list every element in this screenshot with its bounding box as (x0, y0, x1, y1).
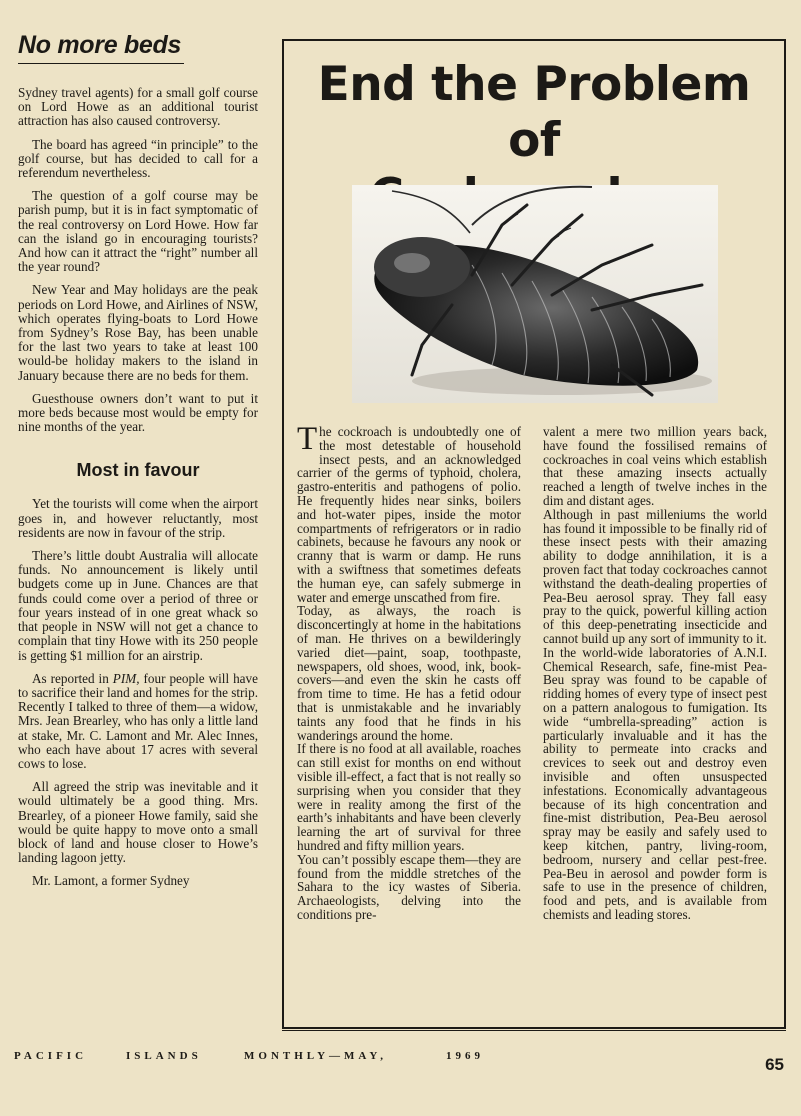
cockroach-photo (352, 185, 718, 403)
article-body-part2 (18, 497, 258, 888)
drop-cap: T (297, 421, 318, 457)
section-heading-most-in-favour: Most in favour (76, 460, 200, 481)
footer-rule (282, 1030, 786, 1031)
ad-paragraph-1-text: he cockroach is undoubtedly one of the most detestable of household insect pests, and an acknowledged carrier of the germs of typhoid, cholera, gastro-enteritis and pathogens of polio. He frequently hides near sinks, boilers and hot-water pipes, inside the motor compartments of refrigerators or in radio cabinets, because he favours any nook or cranny that is warm or damp. He runs with a swiftness that sometimes defeats the human eye, can safely submerge in water and emerge unscathed from fire. (297, 424, 521, 605)
article-paragraph: The board has agreed “in principle” to the golf course, but has decided to call for a referendum nevertheless. (18, 136, 258, 181)
ad-paragraph-2: Today, as always, the roach is disconcertingly at home in the habitations of man. He thrives on a bewilderingly varied diet—paint, soap, toothpaste, newspapers, old shoes, wood, ink, book-covers—and even the skin he casts off from time to time. He has a fetid odour that is unmistakable and he invariably taints any food that he finds in his wanderings around the home. (297, 603, 521, 743)
article-paragraph: Sydney travel agents) for a small golf course on Lord Howe as an additional tourist attraction has also caused controversy. (18, 85, 258, 129)
cockroach-illustration (352, 185, 718, 403)
cockroach-advertisement (282, 39, 786, 1029)
left-column-article (18, 30, 258, 898)
page-footer (0, 1050, 801, 1070)
pim-text-after: four people will have to sacrifice their land and homes for the strip. Recently I talked to three of them—a widow, Mrs. Jean Brearley, who has only a little land at stake, Mr. C. Lamont and Mr. Alec Innes, who each have about 17 acres with several cows to lose. (18, 670, 258, 771)
ad-text-column-2 (543, 425, 767, 922)
article-paragraph: Guesthouse owners don’t want to put it more beds because most would be empty for nine months of the year. (18, 390, 258, 435)
footer-islands: ISLANDS (126, 1050, 202, 1062)
footer-year: 1969 (446, 1050, 484, 1062)
article-paragraph: Mr. Lamont, a former Sydney (32, 873, 190, 889)
section-heading-no-more-beds: No more beds (18, 31, 182, 59)
ad-paragraph-6: Although in past milleniums the world has found it impossible to be finally rid of these insect pests with their amazing ability to dodge annihilation, it is a proven fact that today cockroaches cannot withstand the death-dealing properties of Pea-Beu aerosol spray. They fall easy pray to the quick, powerful killing action of this deep-penetrating insecticide and cannot build up any sort of immunity to it. (543, 506, 767, 646)
pim-text-before: As reported in (32, 670, 113, 686)
ad-paragraph-3: If there is no food at all available, roaches can still exist for months on end without visible ill-effect, a fact that is not really so surprising when you consider that they were in reality among the first of the earth’s inhabitants and have been cleverly learning the art of survival for three hundred and fifty million years. (297, 741, 521, 853)
ad-paragraph-7: In the world-wide laboratories of A.N.I. Chemical Research, safe, fine-mist Pea-Beu spray was found to be capable of ridding homes of every type of insect pest on a pattern analogous to fumigation. Its wide “umbrella-spreading” action is particularly invaluable and it has the ability to permeate into cracks and crevices to seek out and destroy even invisible and often unsuspected infestations. Economically advantageous because of its high concentration and fine-mist distribution, Pea-Beu aerosol spray may be easily and safely used to keep kitchen, pantry, living-room, bedroom, nursery and cellar pest-free. Pea-Beu in aerosol and powder form is safe to use in the presence of children, food and pets, and is available from chemists and leading stores. (543, 644, 767, 922)
ad-paragraph-5: valent a mere two million years back, have found the fossilised remains of cockroaches in coal veins which establish that these amazing insects actually reached a length of twelve inches in the dim and distant ages. (543, 424, 767, 508)
ad-paragraph-4: You can’t possibly escape them—they are found from the middle stretches of the Sahara to the icy wastes of Siberia. Archaeologists, delving into the conditions pre- (297, 851, 521, 922)
ad-headline-line1: End the Problem of (317, 57, 751, 168)
article-paragraph: All agreed the strip was inevitable and it would ultimately be a good thing. Mrs. Brearley, of a pioneer Howe family, said she would be quite happy to move onto a small block of land and house closer to Howe’s landing lagoon jetty. (18, 779, 258, 866)
footer-monthly-may: MONTHLY—MAY, (244, 1050, 388, 1062)
heading-underline (18, 63, 184, 64)
article-body-part1 (18, 86, 258, 434)
ad-paragraph-1 (297, 421, 521, 605)
pim-italic: PIM, (112, 670, 140, 686)
article-paragraph: The question of a golf course may be parish pump, but it is in fact symptomatic of the real controversy on Lord Howe. How far can the island go in encouraging tourists? And how can it attract the “right” number all the year round? (18, 188, 258, 275)
footer-pacific: PACIFIC (14, 1050, 88, 1062)
ad-text-column-1 (297, 421, 521, 922)
article-paragraph: Yet the tourists will come when the airport goes in, and however reluctantly, most residents are now in favour of the strip. (18, 496, 258, 540)
page-number: 65 (765, 1055, 784, 1074)
article-paragraph-pim (18, 672, 258, 771)
article-paragraph: There’s little doubt Australia will allocate funds. No announcement is likely until budgets come up in June. Chances are that funds could come over a period of three or four years instead of in one great whack so that people in NSW will not get a chance to complain that tiny Howe with its 250 people is getting $1 million for an airstrip. (18, 548, 258, 663)
article-paragraph: New Year and May holidays are the peak periods on Lord Howe, and Airlines of NSW, which operates flying-boats to Lord Howe from Sydney’s Rose Bay, has been unable for the last two years to take at least 100 would-be holiday makers to the island in January because there are no beds for them. (18, 282, 258, 383)
